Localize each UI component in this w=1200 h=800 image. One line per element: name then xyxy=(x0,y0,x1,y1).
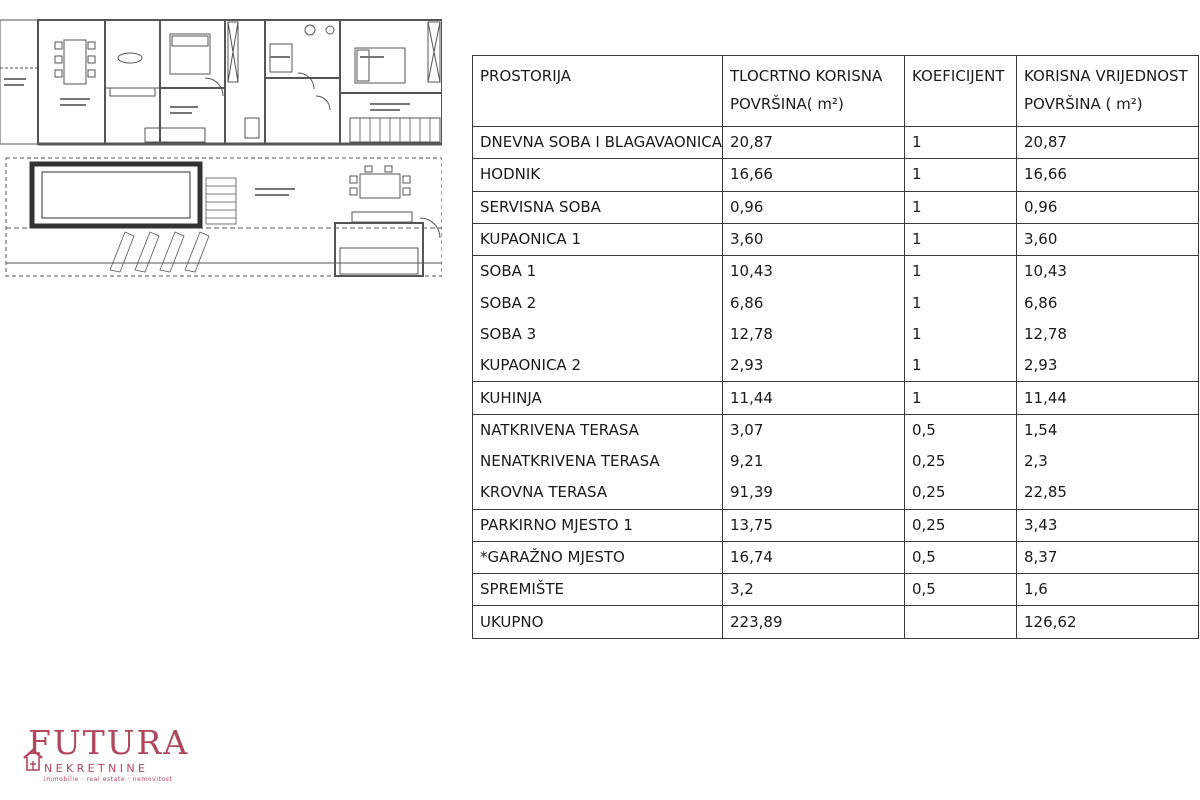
cell-koeficijent xyxy=(905,606,1017,638)
cell-koeficijent: 0,25 xyxy=(905,509,1017,541)
cell-povrsina: 16,74 xyxy=(723,541,905,573)
header-tlocrtna-povrsina: TLOCRTNO KORISNA POVRŠINA( m²) xyxy=(723,56,905,127)
cell-vrijednost: 10,43 xyxy=(1017,256,1199,288)
cell-prostorija: UKUPNO xyxy=(473,606,723,638)
floor-plan-image xyxy=(0,18,442,280)
cell-povrsina: 2,93 xyxy=(723,350,905,382)
cell-povrsina: 12,78 xyxy=(723,319,905,350)
cell-koeficijent: 1 xyxy=(905,350,1017,382)
cell-vrijednost: 3,43 xyxy=(1017,509,1199,541)
cell-koeficijent: 1 xyxy=(905,287,1017,318)
cell-vrijednost: 2,3 xyxy=(1017,446,1199,477)
cell-povrsina: 91,39 xyxy=(723,477,905,509)
table-row xyxy=(473,287,1199,318)
cell-povrsina: 223,89 xyxy=(723,606,905,638)
cell-vrijednost: 126,62 xyxy=(1017,606,1199,638)
table-row xyxy=(473,446,1199,477)
cell-koeficijent: 1 xyxy=(905,159,1017,191)
cell-povrsina: 3,2 xyxy=(723,574,905,606)
header-korisna-vrijednost: KORISNA VRIJEDNOST POVRŠINA ( m²) xyxy=(1017,56,1199,127)
table-row xyxy=(473,606,1199,638)
cell-povrsina: 13,75 xyxy=(723,509,905,541)
table-row xyxy=(473,477,1199,509)
cell-prostorija: NATKRIVENA TERASA xyxy=(473,414,723,446)
cell-prostorija: SOBA 3 xyxy=(473,319,723,350)
cell-prostorija: NENATKRIVENA TERASA xyxy=(473,446,723,477)
cell-koeficijent: 1 xyxy=(905,223,1017,255)
header-prostorija: PROSTORIJA xyxy=(473,56,723,127)
cell-koeficijent: 0,5 xyxy=(905,574,1017,606)
cell-prostorija: KUPAONICA 2 xyxy=(473,350,723,382)
cell-prostorija: SOBA 2 xyxy=(473,287,723,318)
cell-prostorija: PARKIRNO MJESTO 1 xyxy=(473,509,723,541)
cell-koeficijent: 1 xyxy=(905,191,1017,223)
cell-vrijednost: 0,96 xyxy=(1017,191,1199,223)
table-row xyxy=(473,127,1199,159)
cell-koeficijent: 0,25 xyxy=(905,477,1017,509)
cell-vrijednost: 11,44 xyxy=(1017,382,1199,414)
cell-povrsina: 3,07 xyxy=(723,414,905,446)
cell-prostorija: *GARAŽNO MJESTO xyxy=(473,541,723,573)
cell-vrijednost: 12,78 xyxy=(1017,319,1199,350)
table-row xyxy=(473,541,1199,573)
cell-prostorija: SPREMIŠTE xyxy=(473,574,723,606)
cell-povrsina: 9,21 xyxy=(723,446,905,477)
table-row xyxy=(473,191,1199,223)
table-row xyxy=(473,159,1199,191)
cell-prostorija: SOBA 1 xyxy=(473,256,723,288)
cell-povrsina: 11,44 xyxy=(723,382,905,414)
logo-subtitle: NEKRETNINE xyxy=(44,762,149,775)
cell-koeficijent: 1 xyxy=(905,256,1017,288)
table-row xyxy=(473,350,1199,382)
table-row xyxy=(473,414,1199,446)
cell-vrijednost: 1,6 xyxy=(1017,574,1199,606)
cell-vrijednost: 16,66 xyxy=(1017,159,1199,191)
cell-vrijednost: 3,60 xyxy=(1017,223,1199,255)
area-table xyxy=(472,55,1199,639)
cell-vrijednost: 8,37 xyxy=(1017,541,1199,573)
header-koeficijent: KOEFICIJENT xyxy=(905,56,1017,127)
cell-povrsina: 3,60 xyxy=(723,223,905,255)
cell-koeficijent: 0,5 xyxy=(905,541,1017,573)
cell-prostorija: KUPAONICA 1 xyxy=(473,223,723,255)
table-row xyxy=(473,509,1199,541)
cell-vrijednost: 2,93 xyxy=(1017,350,1199,382)
cell-prostorija: SERVISNA SOBA xyxy=(473,191,723,223)
cell-povrsina: 6,86 xyxy=(723,287,905,318)
cell-koeficijent: 1 xyxy=(905,382,1017,414)
cell-povrsina: 16,66 xyxy=(723,159,905,191)
cell-povrsina: 10,43 xyxy=(723,256,905,288)
table-row xyxy=(473,256,1199,288)
cell-vrijednost: 1,54 xyxy=(1017,414,1199,446)
table-row xyxy=(473,382,1199,414)
logo-tagline: immobilie · real estate · nemovitost xyxy=(44,776,173,783)
table-row xyxy=(473,223,1199,255)
cell-povrsina: 0,96 xyxy=(723,191,905,223)
cell-vrijednost: 22,85 xyxy=(1017,477,1199,509)
cell-koeficijent: 1 xyxy=(905,127,1017,159)
cell-prostorija: HODNIK xyxy=(473,159,723,191)
table-row xyxy=(473,574,1199,606)
table-header-row xyxy=(473,56,1199,127)
cell-prostorija: KROVNA TERASA xyxy=(473,477,723,509)
futura-logo xyxy=(22,724,192,784)
table-row xyxy=(473,319,1199,350)
cell-prostorija: KUHINJA xyxy=(473,382,723,414)
cell-prostorija: DNEVNA SOBA I BLAGAVAONICA xyxy=(473,127,723,159)
cell-koeficijent: 1 xyxy=(905,319,1017,350)
logo-brand: FUTURA xyxy=(28,723,190,762)
cell-koeficijent: 0,25 xyxy=(905,446,1017,477)
cell-vrijednost: 20,87 xyxy=(1017,127,1199,159)
cell-povrsina: 20,87 xyxy=(723,127,905,159)
cell-vrijednost: 6,86 xyxy=(1017,287,1199,318)
cell-koeficijent: 0,5 xyxy=(905,414,1017,446)
